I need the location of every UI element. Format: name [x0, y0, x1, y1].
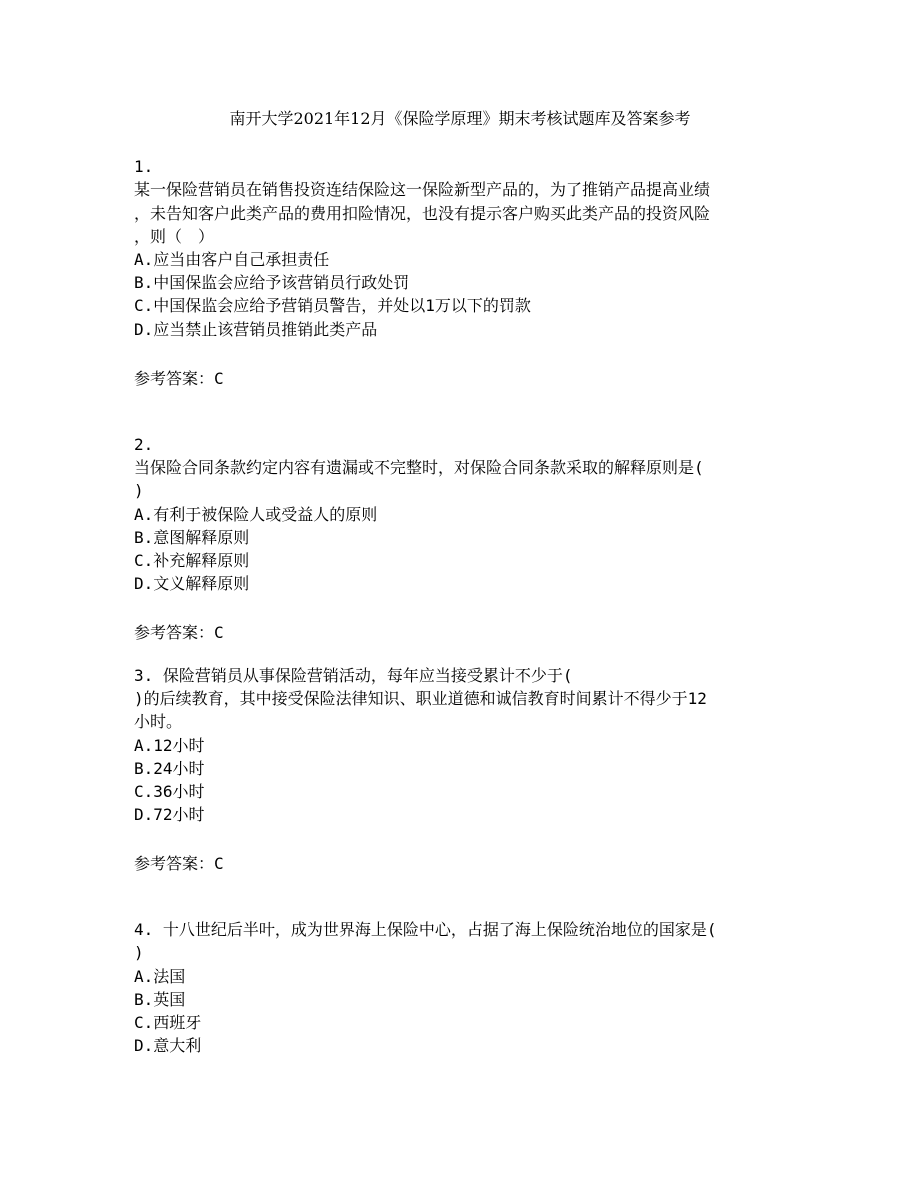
option-a: A.有利于被保险人或受益人的原则	[134, 505, 378, 524]
option-d: D.72小时	[134, 805, 205, 824]
option-a: A.12小时	[134, 736, 205, 755]
option-d: D.意大利	[134, 1036, 202, 1055]
option-b: B.24小时	[134, 759, 205, 778]
document-title: 南开大学2021年12月《保险学原理》期末考核试题库及答案参考	[229, 109, 691, 128]
option-b: B.英国	[134, 990, 186, 1009]
answer-reference: 参考答案：C	[134, 623, 224, 642]
question-stem-line: )	[134, 943, 144, 962]
question-stem-line: 3. 保险营销员从事保险营销活动，每年应当接受累计不少于(	[134, 666, 573, 685]
option-c: C.36小时	[134, 782, 205, 801]
option-d: D.文义解释原则	[134, 574, 250, 593]
option-c: C.补充解释原则	[134, 551, 250, 570]
option-a: A.法国	[134, 967, 186, 986]
option-c: C.中国保监会应给予营销员警告，并处以1万以下的罚款	[134, 296, 531, 315]
question-number: 2.	[134, 435, 154, 454]
question-stem-line: )	[134, 481, 144, 500]
question-stem-line: ，未告知客户此类产品的费用扣险情况，也没有提示客户购买此类产品的投资风险	[134, 204, 711, 223]
option-b: B.中国保监会应给予该营销员行政处罚	[134, 273, 410, 292]
question-number: 1.	[134, 157, 154, 176]
question-stem-line: 小时。	[134, 712, 183, 731]
question-stem-line: 当保险合同条款约定内容有遗漏或不完整时，对保险合同条款采取的解释原则是(	[134, 458, 704, 477]
answer-reference: 参考答案：C	[134, 854, 224, 873]
option-b: B.意图解释原则	[134, 528, 250, 547]
question-stem-line: 4. 十八世纪后半叶，成为世界海上保险中心，占据了海上保险统治地位的国家是(	[134, 920, 717, 939]
option-d: D.应当禁止该营销员推销此类产品	[134, 320, 378, 339]
answer-reference: 参考答案：C	[134, 369, 224, 388]
question-stem-line: )的后续教育，其中接受保险法律知识、职业道德和诚信教育时间累计不得少于12	[134, 689, 707, 708]
option-c: C.西班牙	[134, 1013, 202, 1032]
question-stem-line: ，则（ ）	[134, 227, 215, 246]
question-stem-line: 某一保险营销员在销售投资连结保险这一保险新型产品的，为了推销产品提高业绩	[134, 180, 711, 199]
option-a: A.应当由客户自己承担责任	[134, 250, 330, 269]
